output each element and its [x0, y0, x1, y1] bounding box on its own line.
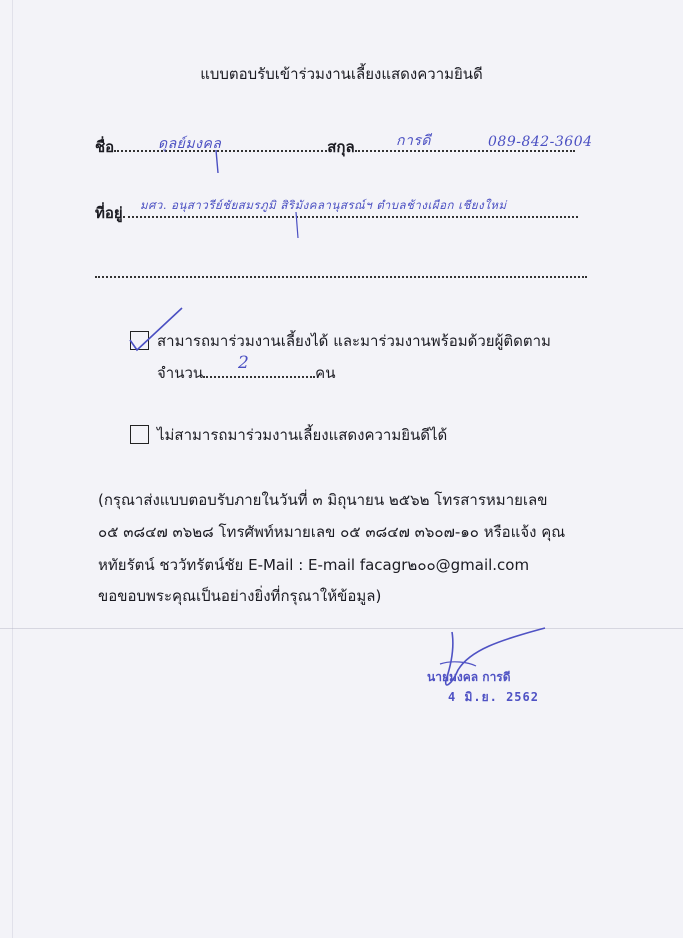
phone-handwritten: 089-842-3604 [488, 134, 593, 150]
paper-edge-line [12, 0, 13, 938]
note-line-3: หทัยรัตน์ ชววัทรัตน์ชัย E-Mail : E-mail facagr๒๐๐@gmail.com [98, 556, 530, 574]
signer-name: นายมงคล การดี [427, 670, 511, 684]
address-extra-row [95, 262, 587, 282]
address-handwritten: มศว. อนุสาวรีย์ชัยสมรภูมิ สิริมังคลานุสรณ์ฯ ตำบลช้างเผือก เชียงใหม่ [140, 198, 507, 212]
attend-checkbox[interactable] [130, 331, 149, 350]
count-field[interactable] [203, 362, 315, 378]
surname-handwritten: การดี [396, 133, 431, 149]
count-prefix: จำนวน [157, 364, 204, 382]
name-handwritten: ดุลย์มงคล [158, 136, 222, 152]
surname-label: สกุล [327, 138, 355, 156]
count-handwritten: 2 [238, 353, 250, 373]
decline-label: ไม่สามารถมาร่วมงานเลี้ยงแสดงความยินดีได้ [157, 426, 448, 444]
name-label: ชื่อ [95, 138, 115, 156]
paper-fold-line [0, 628, 683, 629]
form-title: แบบตอบรับเข้าร่วมงานเลี้ยงแสดงความยินดี [200, 65, 483, 83]
note-line-1: (กรุณาส่งแบบตอบรับภายในวันที่ ๓ มิถุนายน ๒๕๖๒ โทรสารหมายเลข [98, 491, 548, 509]
note-line-4: ขอขอบพระคุณเป็นอย่างยิ่งที่กรุณาให้ข้อมูล) [98, 587, 382, 605]
decline-checkbox[interactable] [130, 425, 149, 444]
address-label: ที่อยู่ [95, 204, 123, 222]
signed-date: 4 มิ.ย. 2562 [448, 690, 539, 704]
count-suffix: คน [315, 364, 336, 382]
address-extra-field[interactable] [95, 262, 587, 278]
note-line-2: ๐๕ ๓๘๔๗ ๓๖๒๘ โทรศัพท์หมายเลข ๐๕ ๓๘๔๗ ๓๖๐๗-๑๐ หรือแจ้ง คุณ [98, 523, 566, 541]
signature-underline [440, 662, 476, 666]
attend-label: สามารถมาร่วมงานเลี้ยงได้ และมาร่วมงานพร้อมด้วยผู้ติดตาม [157, 332, 551, 350]
